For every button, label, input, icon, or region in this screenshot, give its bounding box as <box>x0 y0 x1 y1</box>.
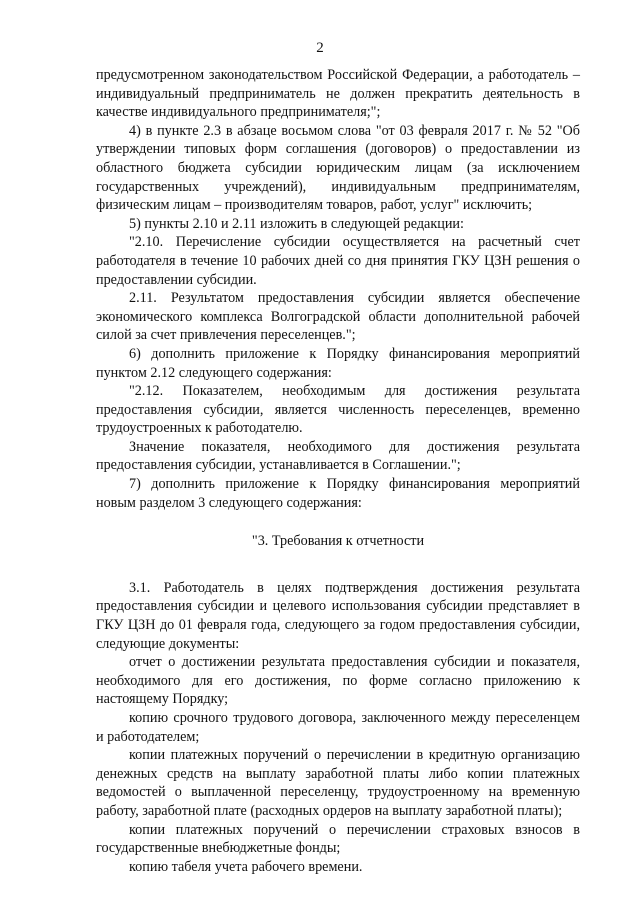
paragraph-item-4: 4) в пункте 2.3 в абзаце восьмом слова "от 03 февраля 2017 г. № 52 "Об утверждении типовых форм соглашения (договоров) о предоставлении из областного бюджета субсидии юридическим лицам (за исключением государственных учреждений), индивидуальным предпринимателям, физическим лицам – производителям товаров, работ, услуг" исключить; <box>96 122 580 214</box>
paragraph-clause-2-10: "2.10. Перечисление субсидии осуществляется на расчетный счет работодателя в течение 10 рабочих дней со дня принятия ГКУ ЦЗН решения о предоставлении субсидии. <box>96 234 580 288</box>
document-body <box>96 66 580 876</box>
paragraph-indicator-value: Значение показателя, необходимого для достижения результата предоставления субсидии, устанавливается в Соглашении."; <box>96 438 580 474</box>
paragraph-continuation: предусмотренном законодательством Российской Федерации, а работодатель – индивидуальный предприниматель не должен прекратить деятельность в качестве индивидуального предпринимателя;"; <box>96 67 580 121</box>
paragraph-clause-3-1: 3.1. Работодатель в целях подтверждения достижения результата предоставления субсидии и целевого использования субсидии представляет в ГКУ ЦЗН до 01 февраля года, следующего за годом предоставления субсидии, следующие документы: <box>96 579 580 652</box>
list-item-labor-contract: копию срочного трудового договора, заключенного между переселенцем и работодателем; <box>96 710 580 745</box>
list-item-report: отчет о достижении результата предоставления субсидии и показателя, необходимого для его достижения, по форме согласно приложению к настоящему Порядку; <box>96 654 580 708</box>
paragraph-item-5: 5) пункты 2.10 и 2.11 изложить в следующей редакции: <box>129 215 464 232</box>
paragraph-item-6: 6) дополнить приложение к Порядку финансирования мероприятий пунктом 2.12 следующего содержания: <box>96 345 580 381</box>
list-item-timesheet: копию табеля учета рабочего времени. <box>129 858 363 875</box>
list-item-payment-orders: копии платежных поручений о перечислении в кредитную организацию денежных средств на выплату заработной платы либо копии платежных ведомостей о выплаченной переселенцу, трудоустроенному на временную работу, заработной плате (расходных ордеров на выплату заработной платы); <box>96 747 580 819</box>
paragraph-clause-2-11: 2.11. Результатом предоставления субсидии является обеспечение экономического комплекса Волгоградской области дополнительной рабочей силой за счет привлечения переселенцев."; <box>96 290 580 344</box>
paragraph-clause-2-12: "2.12. Показателем, необходимым для достижения результата предоставления субсидии, является численность переселенцев, временно трудоустроенных к работодателю. <box>96 383 580 437</box>
section-heading: "3. Требования к отчетности <box>251 533 425 550</box>
paragraph-item-7: 7) дополнить приложение к Порядку финансирования мероприятий новым разделом 3 следующего содержания: <box>96 476 580 511</box>
page-number: 2 <box>316 40 324 56</box>
list-item-insurance-payments: копии платежных поручений о перечислении страховых взносов в государственные внебюджетные фонды; <box>96 821 580 857</box>
